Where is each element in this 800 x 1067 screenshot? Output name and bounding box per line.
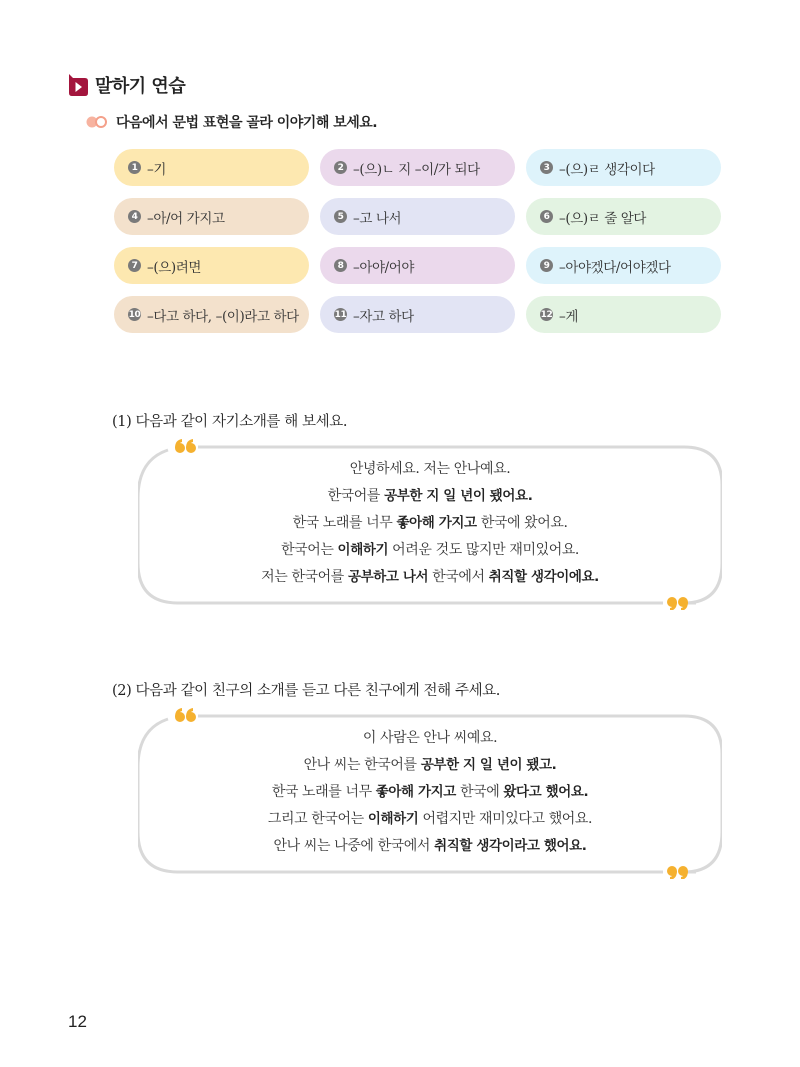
exercise-1-label: (1) 다음과 같이 자기소개를 해 보세요. [112, 414, 348, 430]
number-badge: 6 [540, 210, 553, 223]
toggle-dots-icon [86, 116, 108, 128]
page-number: 12 [68, 1012, 87, 1031]
grammar-item-5 [320, 198, 515, 235]
grammar-item-2 [320, 149, 515, 186]
grammar-text: –(으)ㄹ 생각이다 [559, 161, 655, 178]
grammar-text: –(으)ㄹ 줄 알다 [559, 210, 647, 227]
number-badge: 12 [540, 309, 553, 320]
number-badge: 4 [128, 210, 141, 223]
grammar-item-7 [114, 247, 309, 284]
grammar-text: –(으)려면 [147, 259, 202, 276]
grammar-item-8 [320, 247, 515, 284]
grammar-item-12 [526, 296, 721, 333]
grammar-text: –다고 하다, –(이)라고 하다 [147, 308, 299, 325]
grammar-item-1 [114, 149, 309, 186]
grammar-item-3 [526, 149, 721, 186]
number-badge: 5 [334, 210, 347, 223]
number-badge: 11 [334, 309, 347, 320]
example-line: 그리고 한국어는 이해하기 어렵지만 재미있다고 했어요. [267, 811, 593, 827]
example-quote-box-1 [138, 438, 722, 610]
open-quote-icon [175, 708, 196, 722]
play-bookmark-icon [67, 73, 89, 97]
grammar-item-9 [526, 247, 721, 284]
example-line: 안나 씨는 한국어를 공부한 지 일 년이 됐고. [303, 757, 557, 773]
number-badge: 9 [540, 259, 553, 272]
number-badge: 8 [334, 259, 347, 272]
grammar-text: –고 나서 [353, 210, 402, 227]
example-text-1 [138, 456, 722, 591]
example-line: 한국 노래를 너무 좋아해 가지고 한국에 왔어요. [292, 515, 568, 531]
grammar-item-11 [320, 296, 515, 333]
example-text-2 [138, 725, 722, 860]
open-quote-icon [175, 439, 196, 453]
close-quote-icon [667, 597, 688, 610]
exercise-2-label: (2) 다음과 같이 친구의 소개를 듣고 다른 친구에게 전해 주세요. [112, 683, 500, 699]
example-line: 저는 한국어를 공부하고 나서 한국에서 취직할 생각이에요. [261, 569, 599, 585]
section-title [67, 72, 185, 98]
example-line: 한국어를 공부한 지 일 년이 됐어요. [327, 488, 533, 504]
number-badge: 2 [334, 161, 347, 174]
grammar-options-grid [114, 149, 720, 333]
section-title-text: 말하기 연습 [95, 76, 186, 97]
grammar-text: –아/어 가지고 [147, 210, 225, 227]
example-line: 한국어는 이해하기 어려운 것도 많지만 재미있어요. [281, 542, 579, 558]
grammar-text: –아야겠다/어야겠다 [559, 259, 671, 276]
example-line: 한국 노래를 너무 좋아해 가지고 한국에 왔다고 했어요. [271, 784, 589, 800]
number-badge: 10 [128, 309, 141, 320]
grammar-item-6 [526, 198, 721, 235]
grammar-text: –아야/어야 [353, 259, 415, 276]
instruction [86, 112, 377, 132]
close-quote-icon [667, 866, 688, 879]
grammar-item-10 [114, 296, 309, 333]
example-line: 이 사람은 안나 씨예요. [362, 730, 498, 746]
number-badge: 3 [540, 161, 553, 174]
number-badge: 1 [128, 161, 141, 174]
instruction-text: 다음에서 문법 표현을 골라 이야기해 보세요. [116, 115, 378, 131]
example-line: 안나 씨는 나중에 한국에서 취직할 생각이라고 했어요. [273, 838, 587, 854]
grammar-item-4 [114, 198, 309, 235]
grammar-text: –게 [559, 308, 578, 325]
example-line: 안녕하세요. 저는 안나예요. [349, 461, 511, 477]
grammar-text: –(으)ㄴ 지 –이/가 되다 [353, 161, 480, 178]
number-badge: 7 [128, 259, 141, 272]
example-quote-box-2 [138, 707, 722, 879]
grammar-text: –자고 하다 [353, 308, 414, 325]
grammar-text: –기 [147, 161, 166, 178]
